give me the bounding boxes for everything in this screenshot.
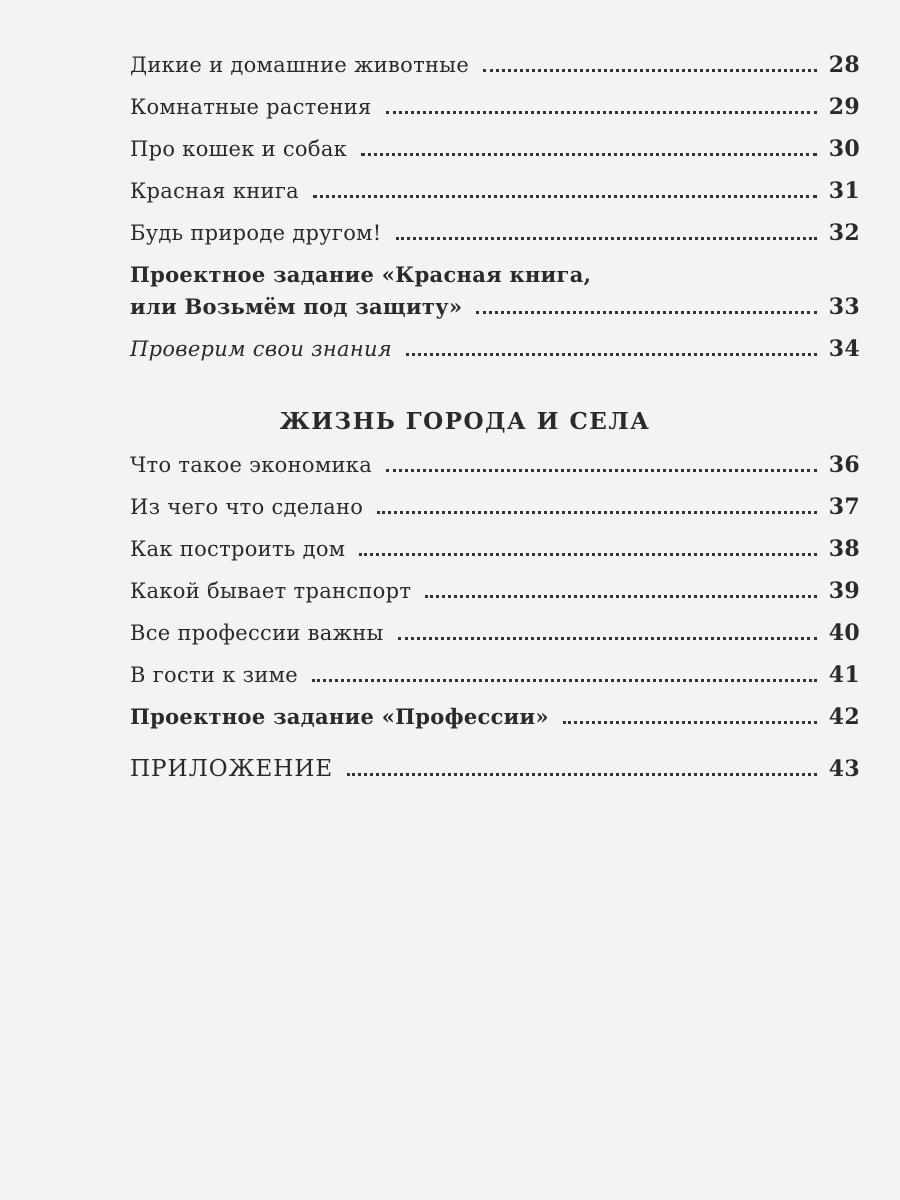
toc-entry[interactable] xyxy=(130,452,860,494)
toc-entry-label: Что такое экономика xyxy=(130,453,373,477)
leader-dots xyxy=(476,310,816,314)
toc-entry[interactable] xyxy=(130,52,860,94)
toc-entry[interactable] xyxy=(130,136,860,178)
toc-entry-page: 37 xyxy=(828,494,860,520)
leader-dots xyxy=(313,194,817,198)
toc-entry[interactable] xyxy=(130,220,860,262)
leader-dots xyxy=(425,594,817,598)
toc-entry-project[interactable] xyxy=(130,294,860,336)
toc-entry-appendix[interactable] xyxy=(130,756,860,798)
leader-dots xyxy=(359,552,816,556)
toc-entry[interactable] xyxy=(130,536,860,578)
leader-dots xyxy=(347,772,817,776)
toc-entry-review[interactable] xyxy=(130,336,860,378)
toc-entry-page: 36 xyxy=(828,452,860,478)
leader-dots xyxy=(377,510,817,514)
toc-entry-page: 32 xyxy=(828,220,860,246)
toc-entry-project[interactable] xyxy=(130,704,860,746)
toc-entry-label: Из чего что сделано xyxy=(130,495,364,519)
toc-entry-page: 29 xyxy=(828,94,860,120)
toc-entry-label: Комнатные растения xyxy=(130,95,372,119)
toc-entry-label: Как построить дом xyxy=(130,537,346,561)
toc-entry-label: ПРИЛОЖЕНИЕ xyxy=(130,756,334,782)
leader-dots xyxy=(386,468,817,472)
toc-entry[interactable] xyxy=(130,494,860,536)
toc-entry-label: или Возьмём под защиту» xyxy=(130,294,463,319)
toc-entry-page: 33 xyxy=(828,294,860,320)
toc-entry-page: 39 xyxy=(828,578,860,604)
leader-dots xyxy=(396,236,817,240)
leader-dots xyxy=(563,720,817,724)
toc-entry-label: Какой бывает транспорт xyxy=(130,579,412,603)
toc-entry-label: Проектное задание «Красная книга, xyxy=(130,262,592,287)
leader-dots xyxy=(483,68,817,72)
toc-entry[interactable] xyxy=(130,178,860,220)
section-heading: ЖИЗНЬ ГОРОДА И СЕЛА xyxy=(279,408,651,435)
toc-entry-label: Дикие и домашние животные xyxy=(130,53,470,77)
toc-entry[interactable] xyxy=(130,620,860,662)
toc-entry-project-line1[interactable] xyxy=(130,262,860,294)
toc-entry[interactable] xyxy=(130,662,860,704)
toc-entry[interactable] xyxy=(130,94,860,136)
toc-entry-page: 38 xyxy=(828,536,860,562)
toc-entry-page: 34 xyxy=(828,336,860,362)
toc-entry-page: 43 xyxy=(828,756,860,782)
toc-entry-label: Красная книга xyxy=(130,179,299,203)
toc-entry-label: Проектное задание «Профессии» xyxy=(130,704,549,729)
toc-entry-label: Про кошек и собак xyxy=(130,137,348,161)
toc-entry-page: 30 xyxy=(828,136,860,162)
leader-dots xyxy=(312,678,817,682)
toc-entry-page: 42 xyxy=(828,704,860,730)
toc-entry-label: Будь природе другом! xyxy=(130,221,382,245)
table-of-contents xyxy=(130,52,860,798)
leader-dots xyxy=(386,110,817,114)
toc-entry-page: 40 xyxy=(828,620,860,646)
toc-entry-label: Проверим свои знания xyxy=(130,337,392,361)
leader-dots xyxy=(406,352,817,356)
toc-entry[interactable] xyxy=(130,578,860,620)
toc-entry-page: 41 xyxy=(828,662,860,688)
leader-dots xyxy=(361,152,817,156)
leader-dots xyxy=(398,636,817,640)
toc-entry-label: Все профессии важны xyxy=(130,621,384,645)
toc-entry-page: 28 xyxy=(828,52,860,78)
toc-entry-page: 31 xyxy=(828,178,860,204)
toc-entry-label: В гости к зиме xyxy=(130,663,299,687)
